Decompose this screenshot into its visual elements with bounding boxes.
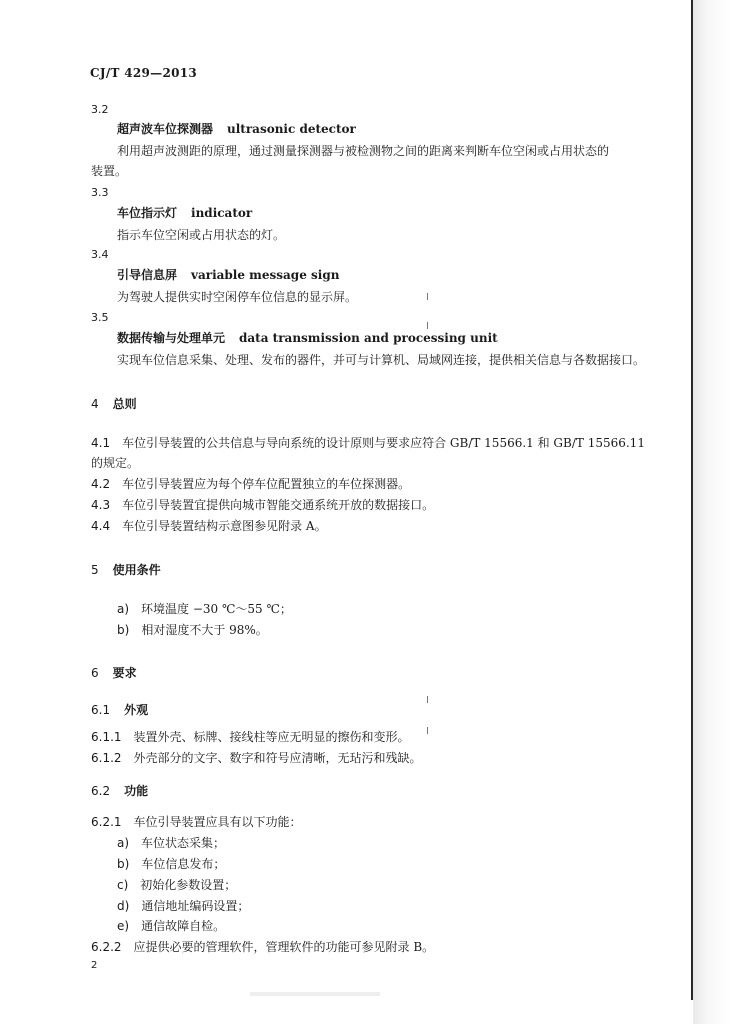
term-en: ultrasonic detector xyxy=(227,122,356,136)
clause-text: 车位引导装置应具有以下功能： xyxy=(133,815,302,829)
scan-mark xyxy=(427,293,428,300)
clause-4-1-line2: 的规定。 xyxy=(91,456,140,470)
clause-text: 车位引导装置的公共信息与导向系统的设计原则与要求应符合 GB/T 15566.1 和 GB/T 15566.11 xyxy=(122,436,645,450)
list-text: 车位状态采集； xyxy=(141,836,226,850)
term-cn: 超声波车位探测器 xyxy=(117,122,214,136)
list-label: b) xyxy=(117,857,130,871)
section-number: 6 xyxy=(91,666,99,680)
scan-mark xyxy=(427,322,428,329)
subsection-6-1-heading xyxy=(91,701,148,718)
clause-3-3-definition: 指示车位空闲或占用状态的灯。 xyxy=(117,228,286,242)
clause-number: 6.1.1 xyxy=(91,730,122,744)
clause-4-2 xyxy=(91,477,410,491)
function-item-a xyxy=(117,836,225,850)
function-item-b xyxy=(117,857,225,871)
clause-3-2-term xyxy=(117,122,356,136)
standard-code-header: CJ/T 429—2013 xyxy=(90,66,198,80)
clause-number: 4.1 xyxy=(91,436,111,450)
clause-3-2-definition-line1: 利用超声波测距的原理，通过测量探测器与被检测物之间的距离来判断车位空闲或占用状态的 xyxy=(117,144,610,158)
term-cn: 车位指示灯 xyxy=(117,206,178,220)
clause-4-3 xyxy=(91,498,434,512)
clause-number: 4.2 xyxy=(91,477,111,491)
list-text: 环境温度 −30 ℃～55 ℃； xyxy=(141,602,292,616)
clause-6-2-2 xyxy=(91,940,434,954)
clause-text: 装置外壳、标牌、接线柱等应无明显的擦伤和变形。 xyxy=(133,730,410,744)
clause-text: 应提供必要的管理软件，管理软件的功能可参见附录 B。 xyxy=(133,940,435,954)
list-label: c) xyxy=(117,878,129,892)
section-title: 使用条件 xyxy=(112,563,161,577)
section-number: 5 xyxy=(91,563,99,577)
clause-text: 外壳部分的文字、数字和符号应清晰，无玷污和残缺。 xyxy=(133,751,422,765)
list-label: a) xyxy=(117,836,130,850)
clause-3-4-definition: 为驾驶人提供实时空闲停车位信息的显示屏。 xyxy=(117,290,358,304)
list-text: 车位信息发布； xyxy=(141,857,226,871)
clause-6-1-1 xyxy=(91,730,410,744)
clause-3-4-term xyxy=(117,268,339,282)
list-text: 通信故障自检。 xyxy=(141,919,226,933)
clause-number: 6.1.2 xyxy=(91,751,122,765)
list-text: 通信地址编码设置； xyxy=(141,899,250,913)
list-label: a) xyxy=(117,602,130,616)
section-6-heading xyxy=(91,664,137,681)
section-4-heading xyxy=(91,395,137,412)
term-en: variable message sign xyxy=(191,268,340,282)
list-label: e) xyxy=(117,919,130,933)
list-text: 初始化参数设置； xyxy=(140,878,237,892)
section-title: 要求 xyxy=(112,666,137,680)
function-item-c xyxy=(117,878,236,892)
condition-b xyxy=(117,623,268,637)
term-en: data transmission and processing unit xyxy=(239,331,498,345)
scan-edge-line xyxy=(691,0,693,1000)
section-5-heading xyxy=(91,561,161,578)
clause-text: 车位引导装置宜提供向城市智能交通系统开放的数据接口。 xyxy=(122,498,435,512)
clause-number: 4.4 xyxy=(91,519,111,533)
term-en: indicator xyxy=(191,206,253,220)
clause-3-2-definition-line2: 装置。 xyxy=(91,164,128,178)
clause-4-4 xyxy=(91,519,327,533)
clause-6-1-2 xyxy=(91,751,422,765)
list-label: d) xyxy=(117,899,130,913)
clause-6-2-1 xyxy=(91,815,302,829)
clause-3-5-term xyxy=(117,331,498,345)
clause-3-5-definition: 实现车位信息采集、处理、发布的器件，并可与计算机、局域网连接，提供相关信息与各数据接口。 xyxy=(117,353,646,367)
scan-edge-shadow xyxy=(693,0,731,1024)
list-label: b) xyxy=(117,623,130,637)
subsection-title: 外观 xyxy=(124,703,149,717)
clause-number: 4.3 xyxy=(91,498,111,512)
page-number: 2 xyxy=(91,960,98,971)
clause-3-3-number: 3.3 xyxy=(91,186,109,199)
term-cn: 数据传输与处理单元 xyxy=(117,331,226,345)
clause-3-2-number: 3.2 xyxy=(91,103,109,116)
subsection-number: 6.2 xyxy=(91,784,111,798)
function-item-e xyxy=(117,919,225,933)
section-title: 总则 xyxy=(112,397,137,411)
function-item-d xyxy=(117,899,249,913)
subsection-6-2-heading xyxy=(91,782,148,799)
term-cn: 引导信息屏 xyxy=(117,268,178,282)
clause-4-1-line1 xyxy=(91,436,645,450)
subsection-title: 功能 xyxy=(124,784,149,798)
scan-mark xyxy=(427,696,428,703)
scan-smudge xyxy=(250,992,380,996)
clause-text: 车位引导装置结构示意图参见附录 A。 xyxy=(122,519,327,533)
clause-number: 6.2.2 xyxy=(91,940,122,954)
clause-3-4-number: 3.4 xyxy=(91,248,109,261)
clause-text: 车位引导装置应为每个停车位配置独立的车位探测器。 xyxy=(122,477,411,491)
section-number: 4 xyxy=(91,397,99,411)
clause-number: 6.2.1 xyxy=(91,815,122,829)
scan-mark xyxy=(427,727,428,734)
clause-3-3-term xyxy=(117,206,252,220)
subsection-number: 6.1 xyxy=(91,703,111,717)
clause-3-5-number: 3.5 xyxy=(91,311,109,324)
list-text: 相对湿度不大于 98%。 xyxy=(141,623,268,637)
condition-a xyxy=(117,602,292,616)
